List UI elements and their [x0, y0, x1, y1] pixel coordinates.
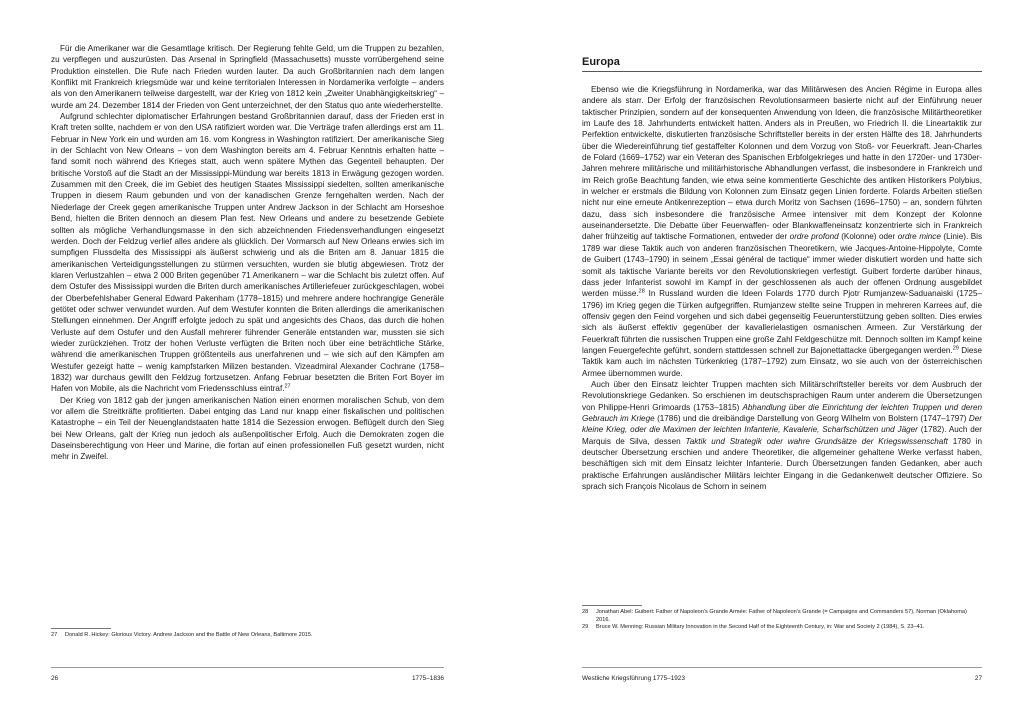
- text-run: In Russland wurden die Ideen Folards 1770 durch Pjotr Rumjanzew-Saduanaiski (1725–1796) im Krieg gegen die Türken aufgegriffen. Rumjanzew stellte seine Truppen in mehreren Karrees auf, die offensiv gegen den Feind vorgehen und sich dabei gegenseitig Feuerunterstützung geben sollten. Dies erwies sich als äußerst effektiv gegenüber der kavallerielastigen osmanischen Armeen. Zur Verstärkung der Feuerkraft führten die russischen Truppen eine große Zahl Feldgeschütze mit. Dennoch sollten im Kampf keine langen Feuergefechte geführt, sondern stattdessen schnell zur Bajonettattacke übergegangen werden.: [582, 289, 982, 355]
- left-footnotes: [51, 628, 444, 640]
- paragraph-text: Aufgrund schlechter diplomatischer Erfahrungen bestand Großbritannien darauf, dass der Frieden erst in Kraft treten sollte, nachdem er von den USA ratifiziert worden war. Die Verträge trafen allerdings erst am 11. Februar in New York ein und wurden am 16. vom Kongress in Washington ratifiziert. Der amerikanische Sieg in der Schlacht von New Orleans – von dem Washington bereits am 4. Februar Kenntnis erhalten hatte – fand somit noch während des Krieges statt, auch wenn spätere Mythen das Gegenteil behaupten. Der britische Vorstoß auf die Stadt an der Mississippi-Mündung war bereits 1813 in Erwägung gezogen worden. Zusammen mit den Creek, die im Gebiet des heutigen Staates Mississippi siedelten, sollten amerikanische Truppen in diesem Raum gebunden und von der kanadischen Grenze ferngehalten werden. Nach der Niederlage der Creek gegen amerikanische Truppen unter Andrew Jackson in der Schlacht am Horseshoe Bend, hielten die Briten dennoch an diesem Plan fest. New Orleans und andere zu besetzende Gebiete sollten als mögliche Verhandlungsmasse in den sich abzeichnenden Friedensverhandlungen eingesetzt werden. Doch der Feldzug verlief alles andere als glücklich. Der Vormarsch auf New Orleans erwies sich im sumpfigen Flussdelta des Mississippi als äußerst schwierig und als die Briten am 8. Januar 1815 die amerikanischen Verteidigungsstellungen zu stürmen versuchten, wurden sie blutig abgewiesen. Trotz der klaren Verlustzahlen – etwa 2 000 Briten gegenüber 71 Amerikanern – war die Schlacht bis zuletzt offen. Auf dem Ostufer des Mississippi wurden die Briten durch amerikanisches Artilleriefeuer zurückgeschlagen, wobei der Oberbefehlshaber General Edward Pakenham (1778–1815) und mehrere andere hochrangige Generäle getötet oder schwer verwundet wurden. Auf dem Westufer konnten die Briten allerdings die amerikanischen Stellungen einnehmen. Der Angriff erfolgte jedoch zu spät und angesichts des Chaos, das durch die hohen Verluste auf dem Ostufer und den Ausfall mehrerer führender Generäle entstanden war, mussten sie sich wieder zurückziehen. Trotz der hohen Verluste verfügten die Briten noch über eine beträchtliche Stärke, während die amerikanischen Truppen größtenteils aus unerfahrenen und – wie sich auf den Kämpfen am Westufer gezeigt hatte – wenig kampfstarken Milizen bestanden. Vizeadmiral Alexander Cochrane (1758–1832) war durchaus gewillt den Feldzug fortzusetzen. Anfang Februar besetzten die Briten Fort Boyer im Hafen von Mobile, als die Nachricht vom Friedensschluss eintraf.: [51, 112, 444, 394]
- text-run: Der kleine Krieg, oder die Maximen der leichten Infanterie, Kavalerie, Scharfschützen und Jäger: [582, 413, 982, 435]
- footnote-number: 29: [582, 624, 589, 631]
- text-run: ordre mince: [897, 232, 941, 242]
- text-run: Diese Taktik kam auch im nächsten Türkenkrieg (1787–1792) zum Einsatz, wo sie auch von der österreichischen Armee übernommen wurde.: [582, 345, 982, 378]
- text-run: Ebenso wie die Kriegsführung in Nordamerika, war das Militärwesen des Ancien Régime in Europa alles andere als starr. Der Erfolg der französischen Revolutionsarmeen basierte nicht auf der Einführung neuer taktischer Prinzipien, sondern auf der konsequenten Anwendung von Ideen, die französische Militärtheoretiker im Laufe des 18. Jahrhunderts entwickelt hatten. Anders als in Preußen, wo Friedrich II. die Lineartaktik zur Perfektion entwickelte, diskutierten französische Schriftsteller bereits in der ersten Hälfte des 18. Jahrhunderts über die Wiedereinführung tief gestaffelter Kolonnen und dem Vorzug von Stoß- vor Feuerkraft. Jean-Charles de Folard (1669–1752) war ein Veteran des Spanischen Erbfolgekrieges und hatte in den 1720er- und 1730er-Jahren mehrere militärische und militärhistorische Abhandlungen verfasst, die insbesondere in Frankreich und im Reich große Beachtung fanden, wie etwa seine kommentierte Geschichte des antiken Historikers Polybius, in welcher er erstmals die Bildung von Kolonnen zum Einsatz gegen Linien forderte. Folards Arbeiten stießen nicht nur eine erneute Antikenrezeption – etwa durch Moritz von Sachsen (1696–1750) – an, sondern führten dazu, dass sich insbesondere die französische Armee intensiver mit dem Konzept der Kolonne auseinandersetzte. Die Debatte über Feuerwaffen- oder Blankwaffeneinsatz konzentrierte sich in Frankreich daher frühzeitig auf taktische Formationen, entweder der: [582, 85, 982, 242]
- footnote-number: 28: [582, 609, 589, 615]
- page-number: 26: [51, 675, 59, 682]
- section-heading: Europa: [582, 56, 982, 72]
- right-body-text: [582, 84, 982, 492]
- paragraph: [582, 379, 982, 492]
- footnote-text: Donald R. Hickey: Glorious Victory. Andrew Jackson and the Battle of New Orleans, Baltimore 2015.: [65, 632, 313, 638]
- text-run: Auch über den Einsatz leichter Truppen machten sich Militärschriftsteller bereits vor dem Ausbruch der Revolutionskriege Gedanken. So erschienen im deutschsprachigen Raum unter anderem die Übersetzungen von Philippe-Henri Grimoards (1753–1815): [582, 379, 982, 412]
- footnote-ref: 28: [638, 288, 645, 295]
- paragraph: Der Krieg von 1812 gab der jungen amerikanischen Nation einen enormen moralischen Schub, von dem vor allem die Streitkräfte profitierten. Dabei entging das Land nur knapp einer fiskalischen und politischen Katastrophe – ein Teil der Neuenglandstaaten hatte 1814 die Sezession erwogen. Beflügelt durch den Sieg bei New Orleans, galt der Krieg nun jedoch als außenpolitischer Erfolg. Auch die Demokraten zogen die Daseinsberechtigung von Heer und Marine, die fortan auf einen professionellen Fuß gesetzt wurden, nicht mehr in Zweifel.: [51, 395, 444, 462]
- footnote-text: Bruce W. Menning: Russian Military Innovation in the Second Half of the Eighteenth Century, in: War and Society 2 (1984), S. 23–41.: [596, 624, 925, 631]
- right-page: [510, 0, 1020, 725]
- text-run: (Kolonne) oder: [838, 232, 898, 242]
- text-run: ordre profond: [789, 232, 839, 242]
- footnote-ref: 29: [952, 345, 959, 352]
- running-head: Westliche Kriegsführung 1775–1923: [582, 675, 685, 682]
- footnote: [51, 632, 444, 640]
- text-run: Abhandlung über die Einrichtung der leichten Truppen und deren Gebrauch im Kriege: [582, 402, 982, 423]
- running-head: 1775–1836: [412, 675, 444, 682]
- text-run: (1782). Auch der Marquis de Silva, dessen: [582, 425, 982, 446]
- right-footnotes: [582, 605, 982, 632]
- footnote-number: 27: [51, 632, 58, 638]
- text-run: (1786) und die dreibändige Darstellung von Georg Wilhelm von Bolstern (1747–1797): [654, 413, 969, 423]
- right-page-footer: [582, 667, 982, 682]
- footnote-text: Jonathan Abel: Guibert: Father of Napoleon’s Grande Armée: Father of Napoleon’s Grande (= Campaigns and Commanders 57), Norman (Oklahoma) 2016.: [596, 609, 967, 623]
- paragraph: [582, 84, 982, 379]
- text-run: (Linie). Bis 1789 war diese Taktik auch von anderen französischen Theoretikern, wie Jacques-Antoine-Hippolyte, Comte de Guibert (1743–1790) in seinem „Essai général de tactique“ immer wieder diskutiert worden und hatte sich somit als taktische Variante bereits vor den Revolutionskriegen verfestigt. Guibert forderte darüber hinaus, dass jeder Infanterist sowohl im Kampf in der geschlossenen als auch der offenen Ordnung ausgebildet werden müsse.: [582, 232, 983, 299]
- left-page-footer: [51, 667, 444, 682]
- footnote-rule: [582, 605, 642, 606]
- left-body-text: [51, 43, 444, 463]
- footnote-rule: [51, 628, 111, 629]
- paragraph: Für die Amerikaner war die Gesamtlage kritisch. Der Regierung fehlte Geld, um die Truppen zu bezahlen, zu verpflegen und auszurüsten. Das Arsenal in Springfield (Massachusetts) musste vorrübergehend seine Produktion einstellen. Die Rufe nach Frieden wurden lauter. Da auch Großbritannien nach dem langen Konflikt mit Frankreich kriegsmüde war und keine territorialen Interessen in Nordamerika verfolgte – anders als von den Amerikanern teilweise dargestellt, war der Krieg von 1812 kein „Zweiter Unabhängigkeitskrieg“ – wurde am 24. Dezember 1814 der Frieden von Gent unterzeichnet, der den Status quo ante wiederherstellte.: [51, 44, 444, 110]
- text-run: Taktik und Strategik oder wahre Grundsätze der Kriegswissenschaft: [685, 436, 948, 446]
- text-run: 1780 in deutscher Übersetzung erschien und andere Theoretiker, die allgemeiner gehaltene Werke verfasst haben, beschäftigen sich mit dem Einsatz leichter Infanterie. Durch Übersetzungen fanden Gedanken, aber auch praktische Erfahrungen ausländischer Militärs leichter Eingang in die Gedankenwelt deutscher Offiziere. So sprach sich François Nicolaus de Schorn in seinem: [582, 436, 982, 492]
- page-number: 27: [974, 675, 982, 682]
- paragraph: [51, 111, 444, 395]
- footnote: [582, 609, 982, 624]
- footnote-ref: 27: [284, 383, 291, 390]
- footnote: [582, 624, 982, 632]
